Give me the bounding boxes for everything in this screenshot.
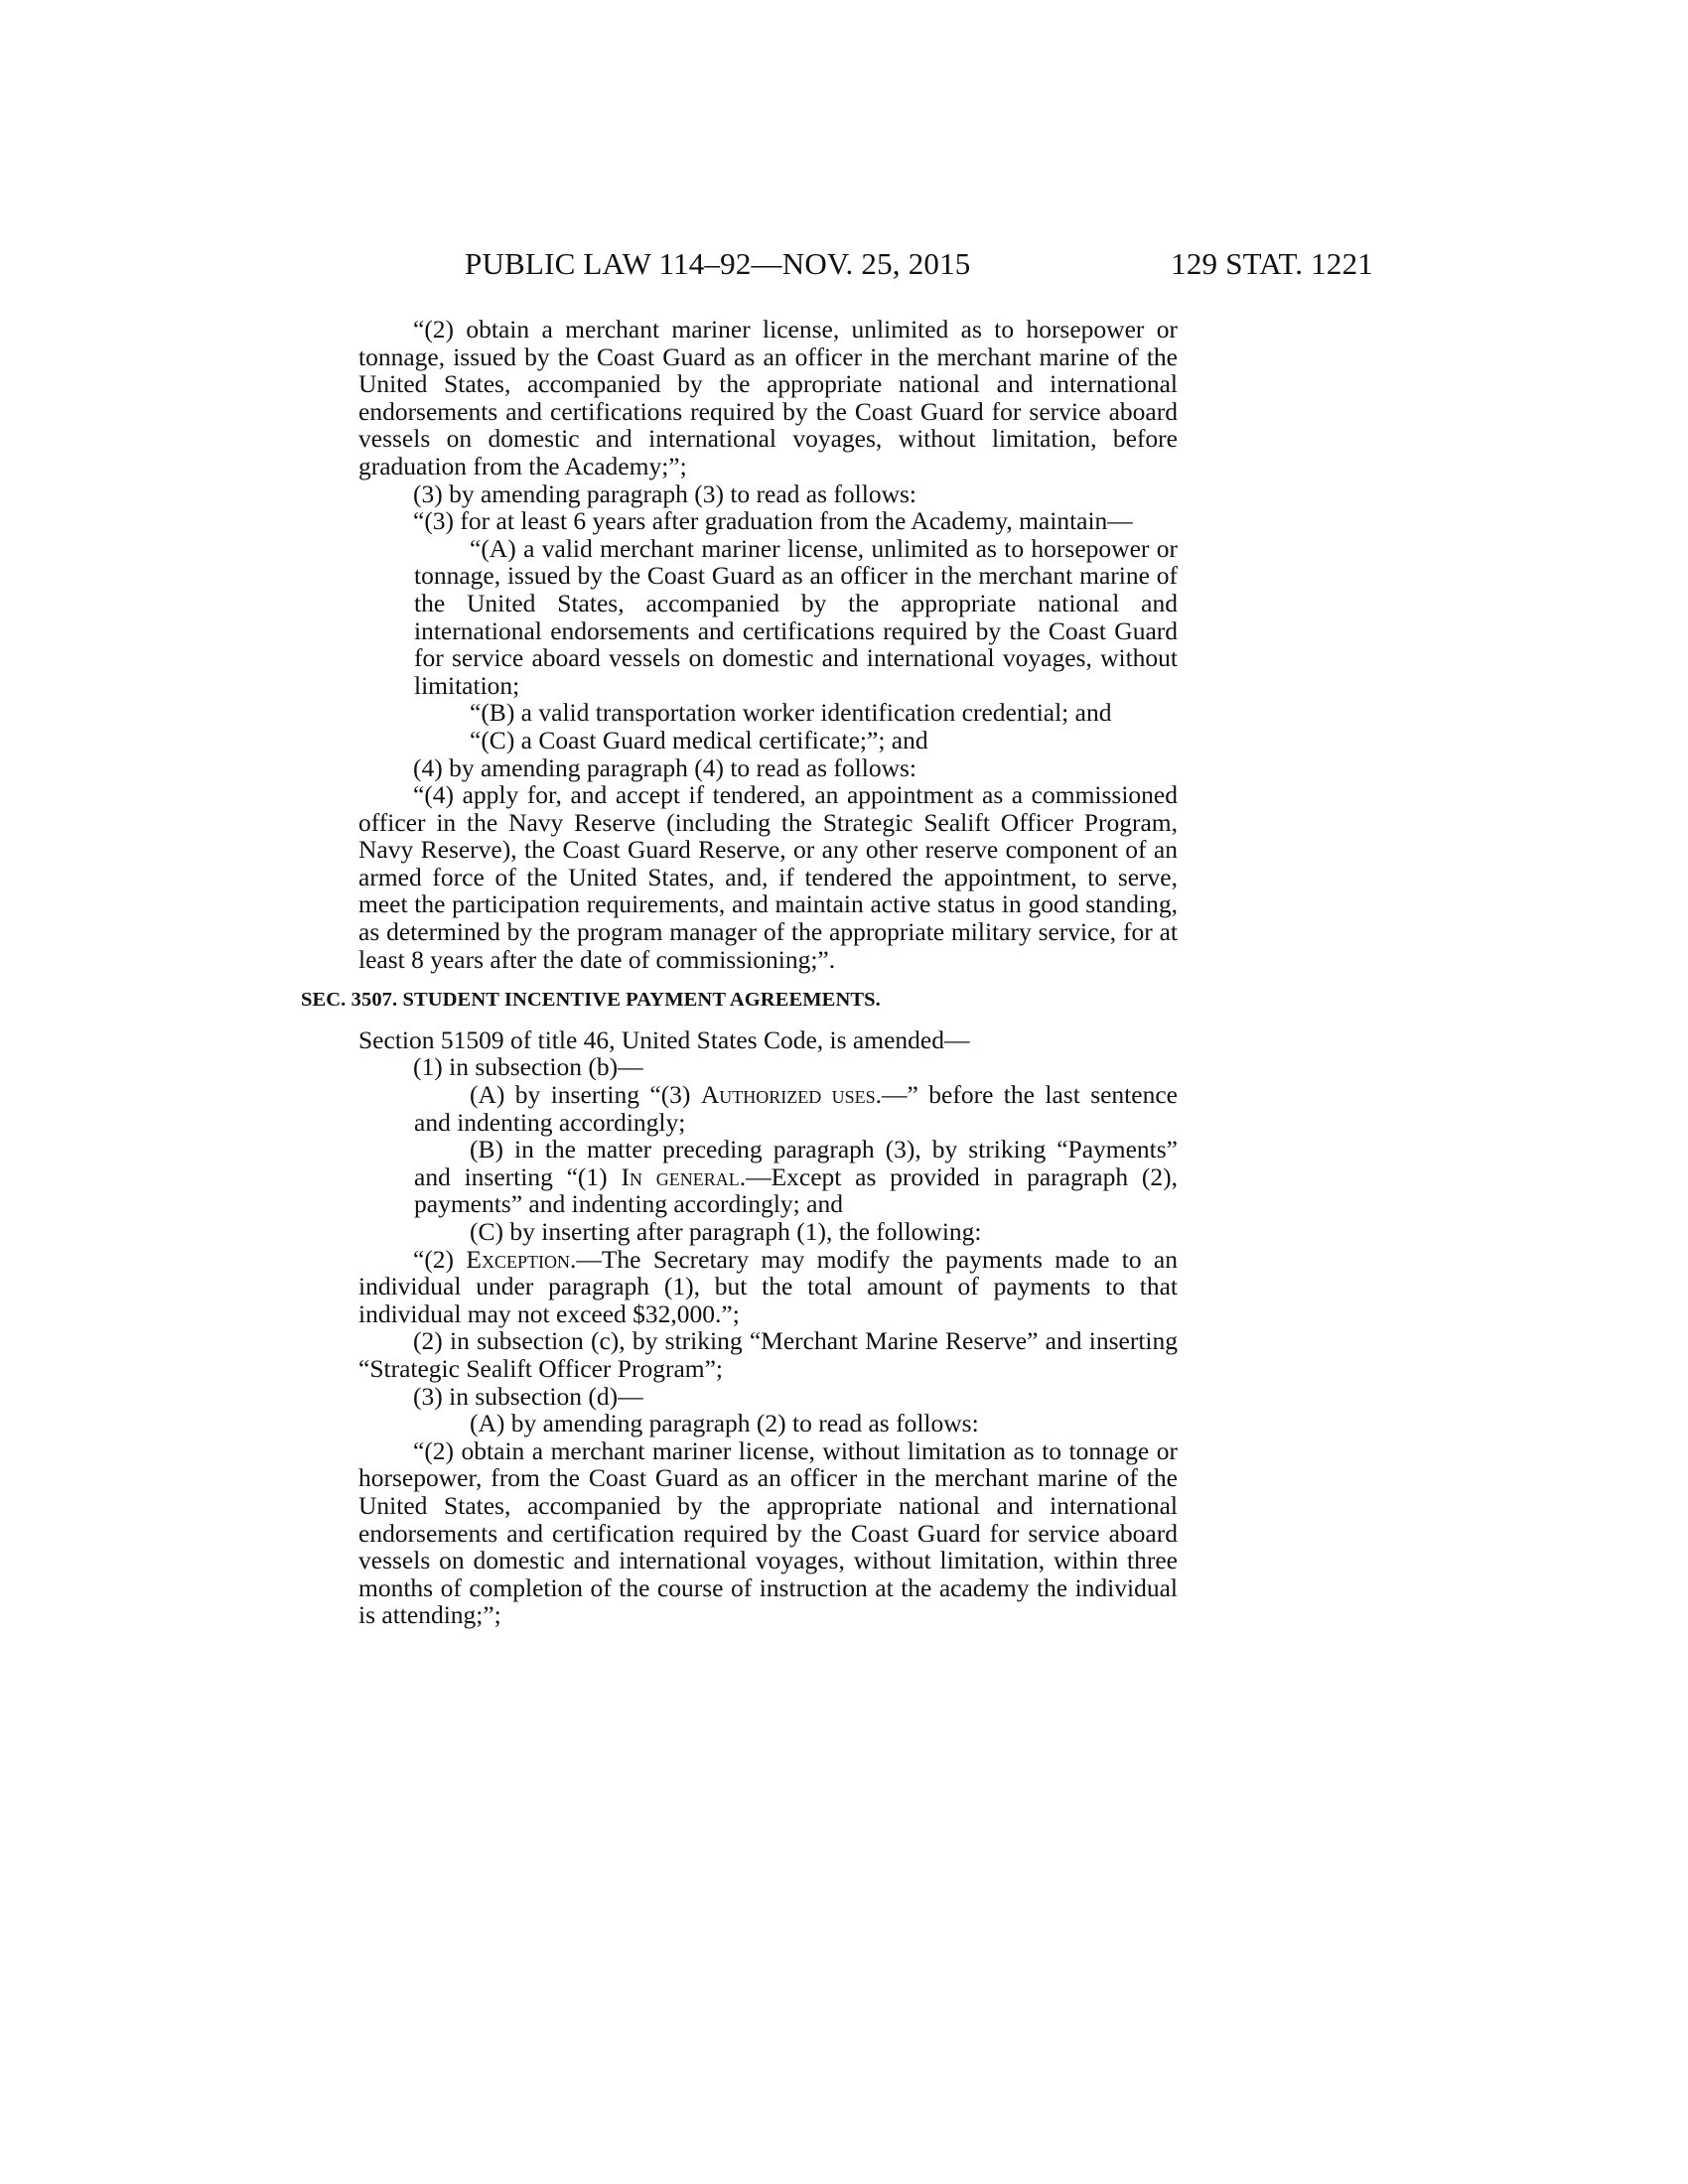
paragraph-text: “(2) [413,1244,467,1274]
paragraph: “(4) apply for, and accept if tendered, an appointment as a commissioned officer in the Navy Reserve (including the Strategic Sealift Officer Program, Navy Reserve), the Coast Guard Reserve, or any other reserve component of an armed force of the United States, and, if tendered the appointment, to serve, meet the participation requirements, and maintain active status in good standing, as determined by the program manager of the appropriate military service, for at least 8 years after the date of commissioning;”. [358,780,1178,974]
paragraph: “(C) a Coast Guard medical certificate;”; and [470,725,928,754]
paragraph: (4) by amending paragraph (4) to read as follows: [413,752,916,782]
paragraph-text: (A) by inserting “(3) [470,1080,701,1110]
small-caps-heading: Exception [466,1244,570,1274]
paragraph [358,1246,1178,1328]
paragraph: (C) by inserting after paragraph (1), the following: [470,1217,982,1246]
paragraph: (1) in subsection (b)— [413,1052,643,1082]
paragraph: Section 51509 of title 46, United States Code, is amended— [358,1024,970,1054]
paragraph: (A) by amending paragraph (2) to read as follows: [470,1409,979,1438]
paragraph-text: .—” before the last sentence and indenting accordingly; [414,1080,1178,1137]
paragraph [414,1081,1178,1136]
paragraph: “(2) obtain a merchant mariner license, without limitation as to tonnage or horsepower, from the Coast Guard as an officer in the merchant marine of the United States, accompanied by the appropriate national and international endorsements and certification required by the Coast Guard for service aboard vessels on domestic and international voyages, without limitation, within three months of completion of the course of instruction at the academy the individual is attending;”; [358,1435,1178,1630]
paragraph: (2) in subsection (c), by striking “Merchant Marine Reserve” and inserting “Strategic Sealift Officer Program”; [358,1326,1178,1383]
paragraph: (3) in subsection (d)— [413,1381,643,1411]
paragraph-text: (B) in the matter preceding paragraph (3), by striking “Payments” and inserting “(1) [414,1135,1178,1191]
paragraph [414,535,1178,700]
paragraph [414,1136,1178,1218]
paragraph: (3) by amending paragraph (3) to read as follows: [413,478,916,508]
paragraph: “(2) obtain a merchant mariner license, unlimited as to horsepower or tonnage, issued by the Coast Guard as an officer in the merchant marine of the United States, accompanied by the appropriate national and international endorsements and certifications required by the Coast Guard for service aboard vessels on domestic and international voyages, without limitation, before graduation from the Academy;”; [358,315,1178,480]
paragraph: “(3) for at least 6 years after graduation from the Academy, maintain— [413,506,1133,536]
section-heading: SEC. 3507. STUDENT INCENTIVE PAYMENT AGREEMENTS. [301,989,881,1012]
page-header [465,246,1373,286]
paragraph: “(B) a valid transportation worker identification credential; and [470,698,1112,728]
paragraph-text: .—Except as provided in paragraph (2), payments” and indenting accordingly; and [414,1161,1179,1219]
header-stat-citation: 129 STAT. 1221 [1171,246,1373,281]
small-caps-heading: In general [621,1161,740,1191]
document-body [301,315,1179,1630]
small-caps-heading: Authorized uses [700,1080,876,1110]
paragraph-text: “(A) a valid merchant mariner license, unlimited as to horsepower or tonnage, issued by the Coast Guard as an officer in the merchant marine of the United States, accompanied by the appropriate national and international endorsements and certifications required by the Coast Guard for service aboard vessels on domestic and international voyages, without limitation; [414,533,1178,700]
paragraph-text: .—The Secretary may modify the payments made to an individual under paragraph (1), but the total amount of payments to that individual may not exceed $32,000.”; [358,1244,1178,1328]
header-title: PUBLIC LAW 114–92—NOV. 25, 2015 [465,246,971,281]
